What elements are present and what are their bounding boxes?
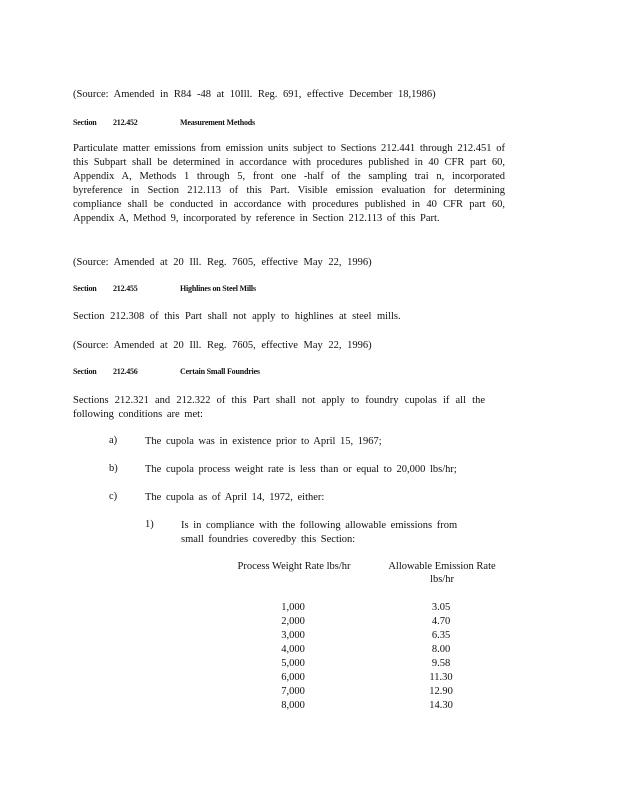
section-title: Measurement Methods: [180, 118, 255, 127]
section-number: 212.452: [113, 118, 138, 127]
table-cell: 9.58: [431, 658, 451, 669]
emission-rate-column: [414, 601, 468, 713]
table-cell: 2,000: [281, 616, 305, 627]
body-paragraph: Sections 212.321 and 212.322 of this Part shall not apply to foundry cupolas if all the following conditions are met:: [73, 395, 485, 420]
section-word: Section: [73, 118, 97, 127]
table-cell: 1,000: [281, 602, 305, 613]
body-paragraph: Particulate matter emissions from emission units subject to Sections 212.441 through 212.451 of this Subpart shall be determined in accordance with procedures published in 40 CFR part 60, Appendix A, Methods 1 through 5, front one -half of the sampling trai n, incorporated byreference in Section 212.113 of this Part. Visible emission evaluation for determining compliance shall be conducted in accordance with procedures published in 40 CFR part 60, Appendix A, Method 9, incorporated by reference in Section 212.113 of this Part.: [73, 143, 505, 224]
section-heading: [73, 367, 260, 376]
table-cell: 5,000: [281, 658, 305, 669]
section-heading: [73, 118, 255, 127]
section-word: Section: [73, 284, 97, 293]
table-cell: 14.30: [429, 700, 453, 711]
section-title: Highlines on Steel Mills: [180, 284, 256, 293]
section-title: Certain Small Foundries: [180, 367, 260, 376]
sublist-marker: 1): [145, 519, 154, 530]
list-item-text: The cupola was in existence prior to April 15, 1967;: [145, 436, 382, 447]
process-rate-column: [260, 601, 326, 713]
source-note: (Source: Amended in R84 -48 at 10Ill. Reg. 691, effective December 18,1986): [73, 89, 436, 100]
list-marker: c): [109, 491, 118, 502]
list-item-text: The cupola process weight rate is less than or equal to 20,000 lbs/hr;: [145, 464, 457, 475]
source-note: (Source: Amended at 20 Ill. Reg. 7605, effective May 22, 1996): [73, 340, 372, 351]
table-header-emission-rate: Allowable Emission Rate lbs/hr: [388, 561, 496, 585]
table-cell: 11.30: [429, 672, 453, 683]
table-cell: 6.35: [431, 630, 451, 641]
table-cell: 6,000: [281, 672, 305, 683]
table-cell: 4.70: [431, 616, 451, 627]
table-cell: 8.00: [431, 644, 451, 655]
list-marker: a): [109, 435, 118, 446]
table-cell: 3,000: [281, 630, 305, 641]
list-item-text: The cupola as of April 14, 1972, either:: [145, 492, 325, 503]
table-cell: 8,000: [281, 700, 305, 711]
table-cell: 12.90: [429, 686, 453, 697]
body-paragraph: Section 212.308 of this Part shall not apply to highlines at steel mills.: [73, 311, 401, 322]
table-cell: 7,000: [281, 686, 305, 697]
section-heading: [73, 284, 256, 293]
table-cell: 3.05: [431, 602, 451, 613]
section-number: 212.456: [113, 367, 138, 376]
source-note: (Source: Amended at 20 Ill. Reg. 7605, effective May 22, 1996): [73, 257, 372, 268]
sublist-item-text: Is in compliance with the following allowable emissions from small foundries coveredby this Section:: [181, 520, 458, 545]
section-number: 212.455: [113, 284, 138, 293]
section-word: Section: [73, 367, 97, 376]
list-marker: b): [109, 463, 118, 474]
table-cell: 4,000: [281, 644, 305, 655]
table-header-process-rate: Process Weight Rate lbs/hr: [237, 561, 351, 572]
